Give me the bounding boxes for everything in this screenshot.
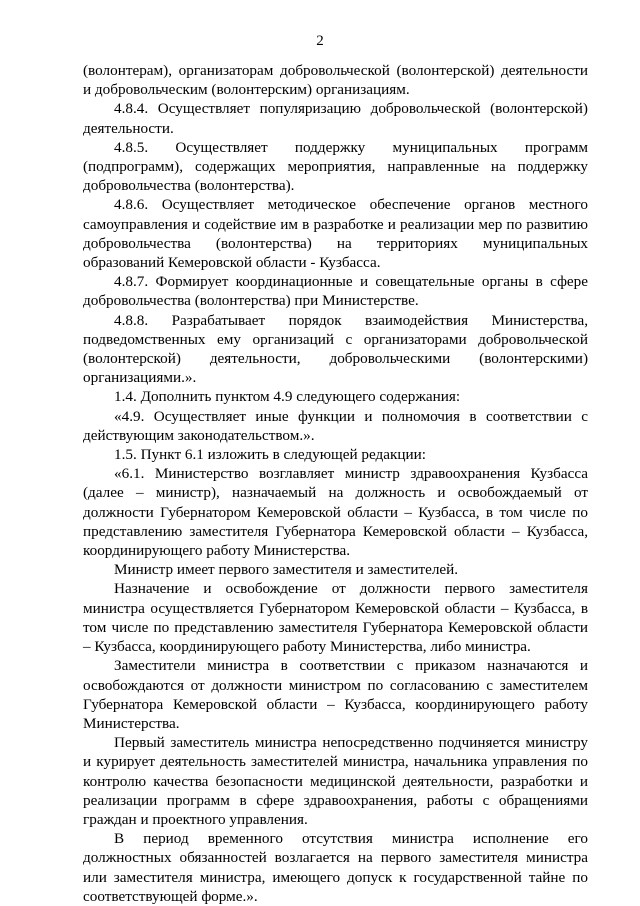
paragraph-minister-deputies: Министр имеет первого заместителя и заместителей.: [114, 561, 459, 579]
paragraph-1-4: 1.4. Дополнить пунктом 4.9 следующего содержания:: [114, 388, 461, 406]
paragraph-4-8-7: 4.8.7. Формирует координационные и совещательные органы в сфере добровольчества (волонтерства) при Министерстве.: [83, 273, 588, 310]
paragraph-first-deputy-duties: Первый заместитель министра непосредственно подчиняется министру и курирует деятельность заместителей министра, начальника управления по контролю качества безопасности медицинской деятельности, разработки и реализации программ в сфере здравоохранения, работы с обращениями граждан и проектного управления.: [83, 734, 588, 828]
paragraph-continuation: (волонтерам), организаторам добровольческой (волонтерской) деятельности и добровольческим (волонтерским) организациям.: [83, 62, 588, 99]
document-body: [83, 61, 588, 906]
paragraph-4-8-4: 4.8.4. Осуществляет популяризацию добровольческой (волонтерской) деятельности.: [83, 100, 588, 137]
paragraph-deputies-appointment: Заместители министра в соответствии с приказом назначаются и освобождаются от должности министром по согласованию с заместителем Губернатора Кемеровской области – Кузбасса, координирующего работу Министерства.: [83, 657, 588, 732]
paragraph-4-9: «4.9. Осуществляет иные функции и полномочия в соответствии с действующим законодательством.».: [83, 407, 588, 444]
paragraph-6-1: «6.1. Министерство возглавляет министр здравоохранения Кузбасса (далее – министр), назначаемый на должность и освобождаемый от должности Губернатором Кемеровской области – Кузбасса, в том числе по представлению заместителя Губернатора Кемеровской области – Кузбасса, координирующего работу Министерства.: [83, 465, 588, 560]
paragraph-4-8-8: 4.8.8. Разрабатывает порядок взаимодействия Министерства, подведомственных ему организаций с организаторами добровольческой (волонтерской) деятельности, добровольческими (волонтерскими) организациями.».: [83, 311, 588, 387]
paragraph-first-deputy-appointment: Назначение и освобождение от должности первого заместителя министра осуществляется Губернатором Кемеровской области – Кузбасса, в том числе по представлению заместителя Губернатора Кемеровской области – Кузбасса, координирующего работу Министерства, либо министра.: [83, 580, 588, 656]
paragraph-temporary-absence: В период временного отсутствия министра исполнение его должностных обязанностей возлагается на первого заместителя министра или заместителя министра, имеющего допуск к государственной тайне по соответствующей форме.».: [83, 830, 588, 905]
paragraph-4-8-5: 4.8.5. Осуществляет поддержку муниципальных программ (подпрограмм), содержащих мероприятия, направленные на поддержку добровольчества (волонтерства).: [83, 138, 588, 195]
paragraph-4-8-6: 4.8.6. Осуществляет методическое обеспечение органов местного самоуправления и содействие им в разработке и реализации мер по развитию добровольчества (волонтерства) на территориях муниципальных образований Кемеровской области - Кузбасса.: [83, 196, 588, 272]
paragraph-1-5: 1.5. Пункт 6.1 изложить в следующей редакции:: [114, 446, 427, 464]
page-number: 2: [316, 33, 324, 49]
